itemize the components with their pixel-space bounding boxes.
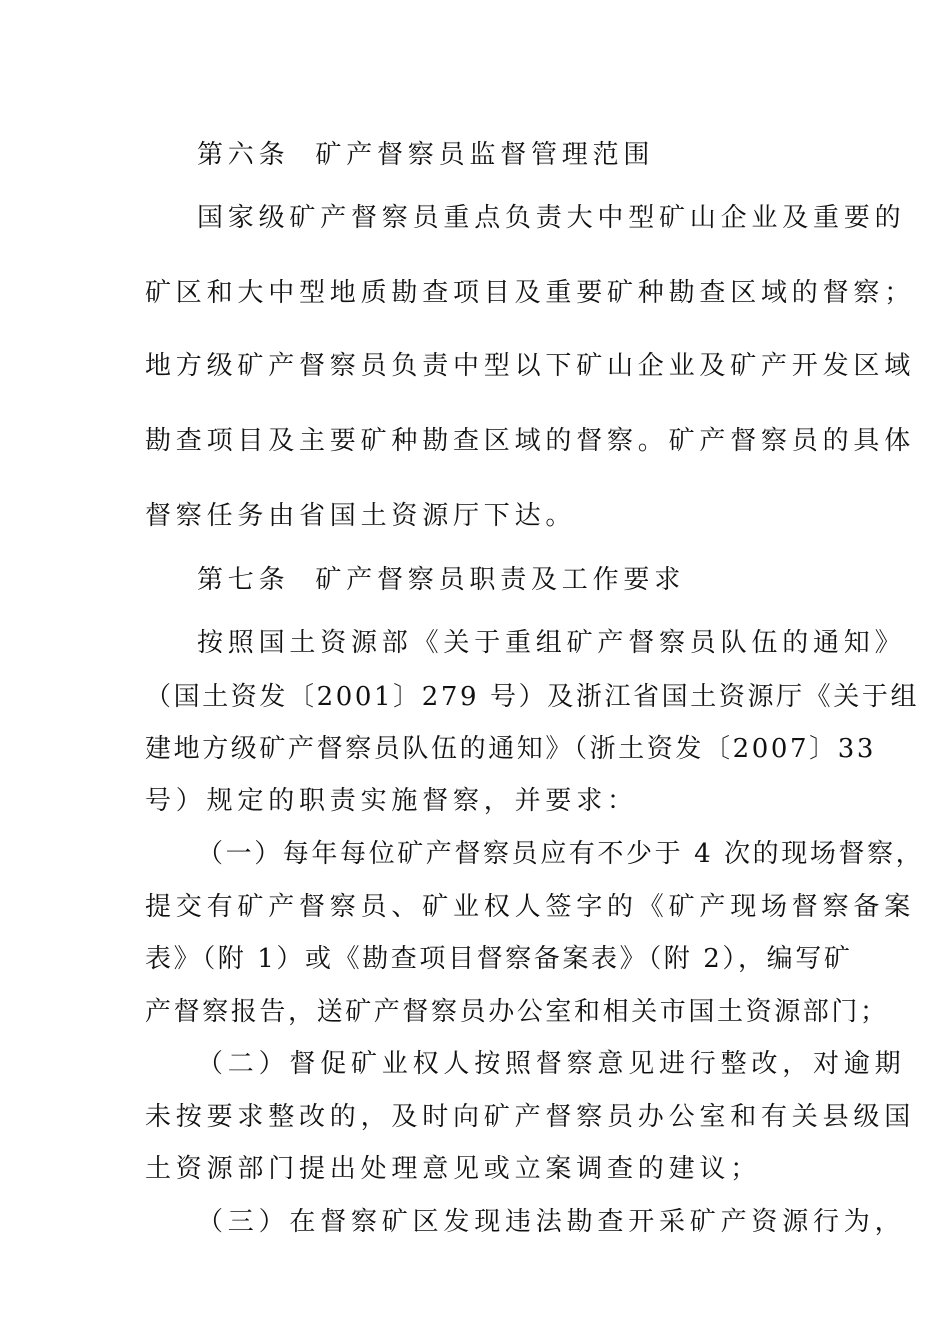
item-1-line-2: 提交有矿产督察员、矿业权人签字的《矿产现场督察备案 bbox=[145, 892, 916, 922]
article-6-line-5: 督察任务由省国土资源厅下达。 bbox=[145, 501, 577, 531]
article-6-heading bbox=[197, 142, 877, 168]
article-6-line-1: 国家级矿产督察员重点负责大中型矿山企业及重要的 bbox=[197, 203, 906, 233]
article-6-number: 第六条 bbox=[197, 140, 290, 170]
article-7-title: 矿产督察员职责及工作要求 bbox=[315, 565, 686, 595]
item-1-line-3: 表》（附 1）或《勘查项目督察备案表》（附 2），编写矿 bbox=[145, 944, 853, 974]
article-6-line-2: 矿区和大中型地质勘查项目及重要矿种勘查区域的督察； bbox=[145, 278, 916, 308]
item-1-line-4: 产督察报告，送矿产督察员办公室和相关市国土资源部门； bbox=[145, 997, 889, 1027]
item-3-line-1: （三）在督察矿区发现违法勘查开采矿产资源行为， bbox=[197, 1207, 906, 1237]
article-7-intro-line-4: 号）规定的职责实施督察，并要求： bbox=[145, 786, 638, 816]
article-6-line-3: 地方级矿产督察员负责中型以下矿山企业及矿产开发区域 bbox=[145, 351, 916, 381]
item-2-line-2: 未按要求整改的，及时向矿产督察员办公室和有关县级国 bbox=[145, 1102, 916, 1132]
item-2-line-3: 土资源部门提出处理意见或立案调查的建议； bbox=[145, 1154, 762, 1184]
article-7-intro-line-3: 建地方级矿产督察员队伍的通知》（浙土资发〔2007〕33 bbox=[145, 734, 877, 764]
article-7-number: 第七条 bbox=[197, 565, 290, 595]
article-6-line-4: 勘查项目及主要矿种勘查区域的督察。矿产督察员的具体 bbox=[145, 426, 916, 456]
item-1-line-1: （一）每年每位矿产督察员应有不少于 4 次的现场督察， bbox=[197, 839, 925, 869]
article-7-intro-line-2: （国土资发〔2001〕279 号）及浙江省国土资源厅《关于组 bbox=[145, 682, 920, 712]
article-7-heading bbox=[197, 567, 877, 593]
item-2-line-1: （二）督促矿业权人按照督察意见进行整改，对逾期 bbox=[197, 1049, 906, 1079]
article-7-intro-line-1: 按照国土资源部《关于重组矿产督察员队伍的通知》 bbox=[197, 628, 906, 658]
article-6-title: 矿产督察员监督管理范围 bbox=[315, 140, 655, 170]
